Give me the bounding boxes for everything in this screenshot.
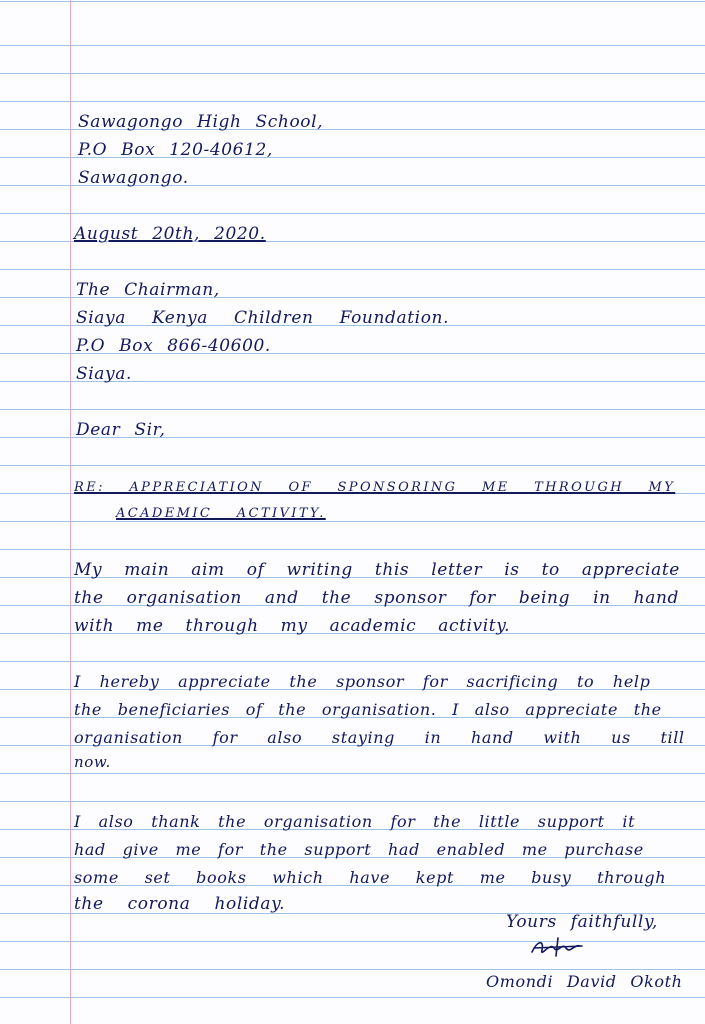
body-p2-line-2: the beneficiaries of the organisation. I also appreciate the <box>74 700 662 719</box>
subject-line-2: ACADEMIC ACTIVITY. <box>116 506 326 521</box>
body-p3-line-3: some set books which have kept me busy through <box>74 868 667 887</box>
recipient-box: P.O Box 866-40600. <box>76 336 271 356</box>
body-p3-line-4: the corona holiday. <box>74 894 286 914</box>
signature-name: Omondi David Okoth <box>486 972 683 991</box>
signature-scribble <box>528 934 588 962</box>
body-p1-line-2: the organisation and the sponsor for being in hand <box>74 588 679 608</box>
body-p2-line-4: now. <box>74 753 111 771</box>
body-p1-line-3: with me through my academic activity. <box>74 616 511 636</box>
body-p3-line-2: had give me for the support had enabled me purchase <box>74 840 644 859</box>
sender-town: Sawagongo. <box>78 168 189 188</box>
body-p2-line-1: I hereby appreciate the sponsor for sacrificing to help <box>74 672 651 691</box>
letter-date: August 20th, 2020. <box>74 224 266 244</box>
body-p3-line-1: I also thank the organisation for the little support it <box>74 812 636 831</box>
salutation: Dear Sir, <box>76 420 166 440</box>
sender-box: P.O Box 120-40612, <box>78 140 273 160</box>
body-p1-line-1: My main aim of writing this letter is to appreciate <box>74 560 680 580</box>
margin-line <box>70 0 71 1024</box>
subject-line-1: RE: APPRECIATION OF SPONSORING ME THROUGH MY <box>74 480 676 495</box>
sender-school: Sawagongo High School, <box>78 112 324 132</box>
recipient-title: The Chairman, <box>76 280 220 300</box>
body-p2-line-3: organisation for also staying in hand with us till <box>74 728 685 747</box>
recipient-organisation: Siaya Kenya Children Foundation. <box>76 308 450 328</box>
closing: Yours faithfully, <box>506 912 658 932</box>
recipient-town: Siaya. <box>76 364 132 384</box>
